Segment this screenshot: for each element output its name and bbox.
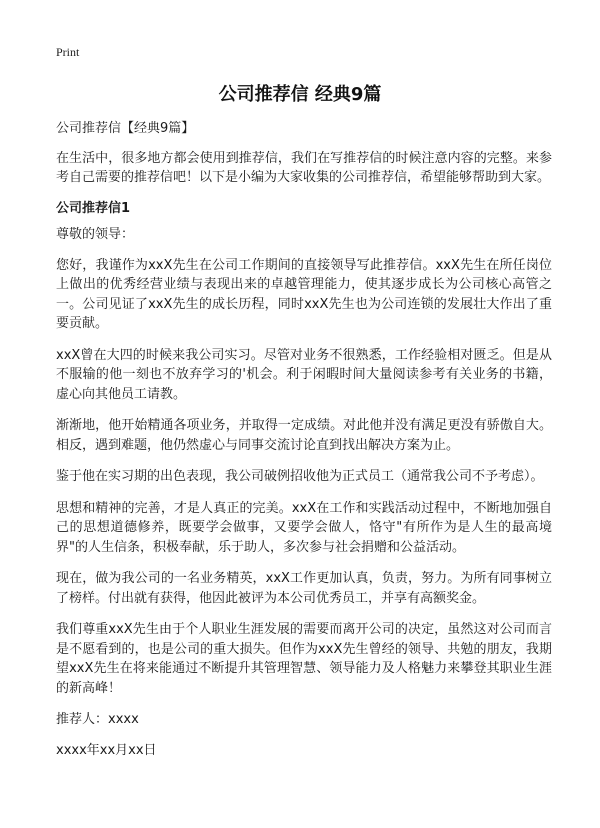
document-subtitle: 公司推荐信【经典9篇】	[56, 121, 195, 136]
document-body	[56, 119, 552, 760]
salutation: 尊敬的领导：	[56, 227, 135, 242]
section-heading: 公司推荐信1	[56, 200, 131, 216]
page-title: 公司推荐信 经典9篇	[218, 84, 382, 105]
intro-paragraph: 在生活中，很多地方都会使用到推荐信，我们在写推荐信的时候注意内容的完整。来参考自己需要的推荐信吧！以下是小编为大家收集的公司推荐信，希望能够帮助到大家。	[56, 150, 552, 185]
body-paragraph: 我们尊重xxX先生由于个人职业生涯发展的需要而离开公司的决定，虽然这对公司而言是不愿看到的，也是公司的重大损失。但作为xxX先生曾经的领导、共勉的朋友，我期望xxX先生在将来能通过不断提升其管理智慧、领导能力及人格魅力来攀登其职业生涯的新高峰！	[56, 622, 552, 696]
body-paragraph: 思想和精神的完善，才是人真正的完美。xxX在工作和实践活动过程中，不断地加强自己的思想道德修养，既要学会做事，又要学会做人，恪守"有所作为是人生的最高境界"的人生信条，积极奉献，乐于助人，多次参与社会捐赠和公益活动。	[56, 500, 552, 555]
body-paragraph: 鉴于他在实习期的出色表现，我公司破例招收他为正式员工（通常我公司不予考虑）。	[56, 469, 544, 484]
date-line: xxxx年xx月xx日	[56, 742, 157, 758]
body-paragraph: 现在，做为我公司的一名业务精英，xxX工作更加认真，负责，努力。为所有同事树立了榜样。付出就有获得，他因此被评为本公司优秀员工，并享有高额奖金。	[56, 571, 552, 606]
print-link[interactable]: Print	[56, 45, 80, 59]
body-paragraph: xxX曾在大四的时候来我公司实习。尽管对业务不很熟悉，工作经验相对匮乏。但是从不服输的他一刻也不放弃学习的'机会。利于闲暇时间大量阅读参考有关业务的书籍，虚心向其他员工请教。	[56, 347, 552, 402]
body-paragraph: 您好，我谨作为xxX先生在公司工作期间的直接领导写此推荐信。xxX先生在所任岗位上做出的优秀经营业绩与表现出来的卓越管理能力，使其逐步成长为公司核心高管之一。公司见证了xxX先生的成长历程，同时xxX先生也为公司连锁的发展壮大作出了重要贡献。	[56, 257, 552, 331]
signature-line: 推荐人：xxxx	[56, 712, 139, 727]
body-paragraph: 渐渐地，他开始精通各项业务，并取得一定成绩。对此他并没有满足更没有骄傲自大。相反，遇到难题，他仍然虚心与同事交流讨论直到找出解决方案为止。	[56, 418, 552, 453]
